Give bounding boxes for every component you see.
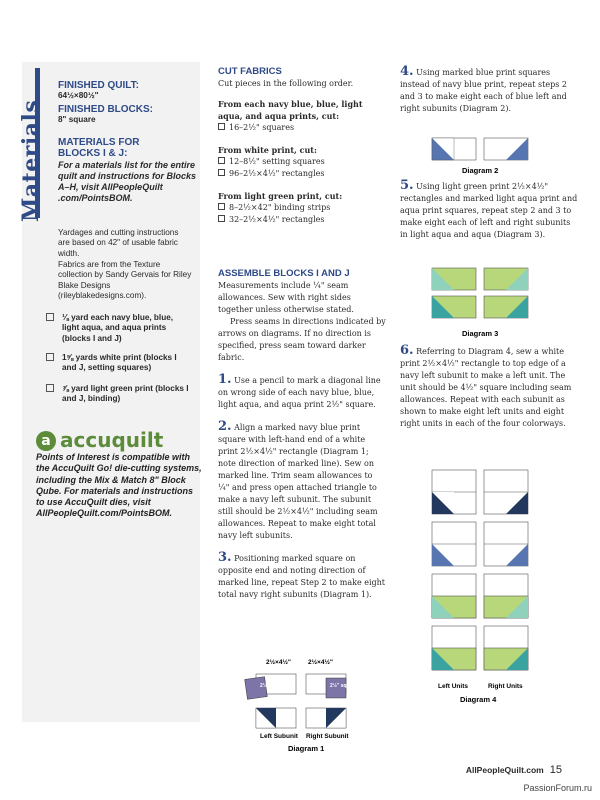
finished-quilt-value: 64½×80½" [58,91,99,100]
material-item: 1⅝ yards white print (blocks I and J, setting squares) [46,353,196,374]
cut-intro: Cut pieces in the following order. [218,79,354,88]
step-3: 3. Positioning marked square on opposite end and noting direction of marked line, repeat Step 2 to make eight total navy right subunits (Diagram 1). [218,550,386,599]
diagram-4 [428,466,558,706]
fabric-note: Fabrics are from the Texture collection by Sandy Gervais for Riley Blake Designs (rileyblakedesigns.com). [58,260,192,301]
accuquilt-text: Points of Interest is compatible with the AccuQuilt Go! die-cutting systems, including the Mix & Match 8" Block Qube. For materials and instructions to use AccuQuilt dies, visit AllPeopleQuilt.com/PointsBOM. [36,452,202,519]
diagram-2 [430,136,550,176]
checkbox-icon [46,353,54,361]
step-2: 2. Align a marked navy blue print square with left-hand end of a white print 2½×4½" rectangle (Diagram 1; note direction of marked line). Sew on marked line. Trim seam allowances to ¼" and press open attached triangle to make a navy left subunit. The subunit still should be 2½×4½" including seam allowances. Repeat to make eight total navy left subunits. [218,419,378,540]
right-subunit-label: Right Subunit [306,733,349,740]
checkbox-icon [46,384,54,392]
yardage-note: Yardages and cutting instructions are based on 42" of usable fabric width. [58,228,179,258]
materials-title: Materials [18,99,44,222]
cut-group-label: From light green print, cut: [218,191,343,201]
left-units-label: Left Units [438,683,468,690]
diagram-4-caption: Diagram 4 [460,695,497,704]
material-item: ⅞ yard light green print (blocks I and J, binding) [46,384,196,405]
watermark: PassionForum.ru [523,783,592,793]
diagram-3-caption: Diagram 3 [462,329,499,338]
finished-blocks-value: 8" square [58,115,96,124]
cut-group-label: From each navy blue, blue, light aqua, and aqua prints, cut: [218,99,363,121]
materials-note: For a materials list for the entire quilt and instructions for Blocks A–H, visit AllPeopleQuilt .com/PointsBOM. [58,160,197,203]
accuquilt-icon: a [36,431,56,451]
cut-item: 8–2½×42" binding strips [218,202,386,214]
cut-item: 96–2½×4½" rectangles [218,168,386,180]
footer-site: AllPeopleQuilt.com [465,765,544,775]
cut-item: 16–2½" squares [218,122,386,134]
accuquilt-logo: a accuquilt [36,428,163,452]
rect-label: 2½×4½" [308,659,333,666]
assemble-heading: ASSEMBLE BLOCKS I AND J [218,268,350,279]
step-5: 5. Using light green print 2½×4½" rectangles and marked light aqua print and aqua print squares, repeat step 2 and 3 to make eight each of left and right subunits in light aqua and aqua (Diagram 3). [400,178,578,239]
left-subunit-label: Left Subunit [260,733,298,740]
sq-label: 2½" sq. [330,683,348,689]
assemble-p1: Measurements include ¼" seam allowances. Sew with right sides together unless otherwise stated. [218,281,354,314]
cut-group-label: From white print, cut: [218,145,317,155]
cut-item: 32–2½×4½" rectangles [218,214,386,226]
step-4: 4. Using marked blue print squares instead of navy blue print, repeat steps 2 and 3 to make eight each of blue left and right subunits (Diagram 2). [400,64,567,113]
diagram-1 [232,656,392,756]
page-number: 15 [549,764,562,776]
right-units-label: Right Units [488,683,523,690]
step-6: 6. Referring to Diagram 4, sew a white print 2½×4½" rectangle to top edge of a navy left subunit to make a left unit. The unit should be 4½" square including seam allowances. Repeat with each subunit as shown to make eight left units and eight right units in each of the four colorways. [400,343,572,428]
diagram-2-caption: Diagram 2 [462,166,499,175]
rect-label: 2½×4½" [266,659,291,666]
assemble-section [218,268,386,601]
material-item: ⅛ yard each navy blue, blue, light aqua, and aqua prints (blocks I and J) [46,313,196,344]
materials-heading: MATERIALS FOR BLOCKS I & J: [58,137,140,159]
page-footer [466,764,562,776]
finished-blocks-label: FINISHED BLOCKS: [58,104,153,115]
assemble-p2: Press seams in directions indicated by arrows on diagrams. If no direction is specified, press seam toward darker fabric. [218,317,386,362]
checkbox-icon [46,313,54,321]
diagram-3 [430,266,550,342]
cut-heading: CUT FABRICS [218,66,282,77]
step-1: 1. Use a pencil to mark a diagonal line on wrong side of each navy blue, blue, light aqua, and aqua print 2½" square. [218,372,381,409]
cut-fabrics-section [218,66,386,226]
diagram-1-caption: Diagram 1 [288,744,325,753]
finished-quilt-label: FINISHED QUILT: [58,80,139,91]
sq-label: 2½" sq. [260,683,278,689]
cut-item: 12–8½" setting squares [218,156,386,168]
